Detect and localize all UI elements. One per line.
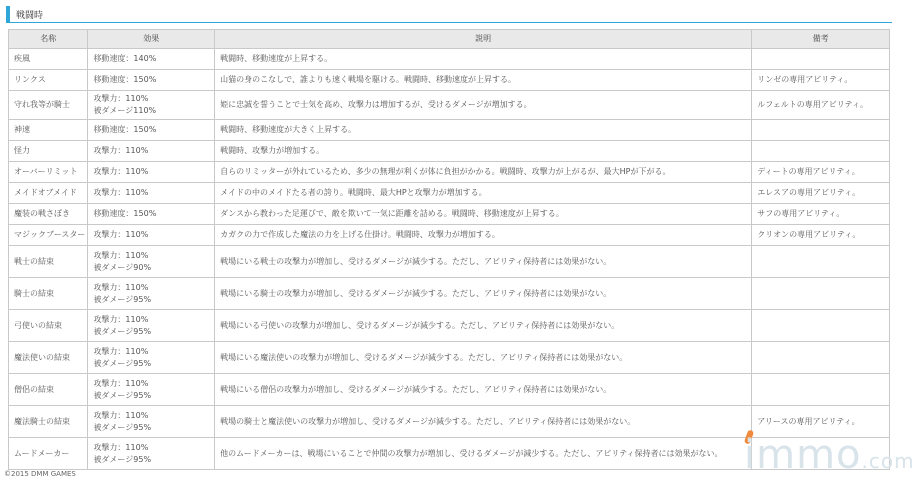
cell-name: 疾風 bbox=[9, 49, 88, 70]
table-row bbox=[9, 225, 890, 246]
effect-line: 移動速度：150% bbox=[93, 125, 157, 134]
table-row bbox=[9, 246, 890, 278]
cell-description: メイドの中のメイドたる者の誇り。戦闘時、最大HPと攻撃力が増加する。 bbox=[215, 183, 752, 204]
table-row bbox=[9, 183, 890, 204]
cell-effect bbox=[88, 438, 215, 470]
cell-name: 魔法使いの結束 bbox=[9, 342, 88, 374]
table-row bbox=[9, 342, 890, 374]
cell-description: 戦場の騎士と魔法使いの攻撃力が増加し、受けるダメージが減少する。ただし、アビリティ保持者には効果がない。 bbox=[215, 406, 752, 438]
ability-table bbox=[8, 29, 890, 470]
cell-name: メイドオブメイド bbox=[9, 183, 88, 204]
cell-note: クリオンの専用アビリティ。 bbox=[752, 225, 890, 246]
table-row bbox=[9, 374, 890, 406]
cell-note bbox=[752, 374, 890, 406]
effect-line: 移動速度：150% bbox=[93, 209, 157, 218]
cell-description: 戦闘時、移動速度が大きく上昇する。 bbox=[215, 120, 752, 141]
cell-effect bbox=[88, 70, 215, 91]
table-row bbox=[9, 162, 890, 183]
effect-line: 被ダメージ95% bbox=[93, 326, 152, 336]
cell-effect bbox=[88, 342, 215, 374]
section-title: 戦闘時 bbox=[16, 11, 44, 21]
footer-copyright: ©2015 DMM GAMES bbox=[4, 470, 76, 478]
effect-line: 攻撃力：110% bbox=[93, 230, 149, 239]
effect-line: 移動速度：150% bbox=[93, 75, 157, 84]
cell-description: 他のムードメーカーは、戦場にいることで仲間の攻撃力が増加し、受けるダメージが減少する。ただし、アビリティ保持者には効果がない。 bbox=[215, 438, 752, 470]
table-row bbox=[9, 120, 890, 141]
cell-effect bbox=[88, 406, 215, 438]
cell-note bbox=[752, 246, 890, 278]
cell-description: 戦場にいる弓使いの攻撃力が増加し、受けるダメージが減少する。ただし、アビリティ保持者には効果がない。 bbox=[215, 310, 752, 342]
cell-effect bbox=[88, 162, 215, 183]
table-row bbox=[9, 49, 890, 70]
cell-name: 戦士の結束 bbox=[9, 246, 88, 278]
cell-description: ダンスから教わった足運びで、敵を欺いて一気に距離を詰める。戦闘時、移動速度が上昇する。 bbox=[215, 204, 752, 225]
table-row bbox=[9, 141, 890, 162]
effect-line: 被ダメージ95% bbox=[93, 390, 152, 400]
effect-line: 被ダメージ95% bbox=[93, 294, 152, 304]
effect-line: 攻撃力：110% bbox=[93, 378, 149, 388]
effect-line: 被ダメージ95% bbox=[93, 422, 152, 432]
cell-description: 戦場にいる僧侶の攻撃力が増加し、受けるダメージが減少する。ただし、アビリティ保持者には効果がない。 bbox=[215, 374, 752, 406]
cell-description: 自らのリミッターが外れているため、多少の無理が利くが体に負担がかかる。戦闘時、攻撃力が上がるが、最大HPが下がる。 bbox=[215, 162, 752, 183]
cell-name: オーバーリミット bbox=[9, 162, 88, 183]
effect-line: 被ダメージ110% bbox=[93, 106, 157, 115]
cell-name: 守れ我等が騎士 bbox=[9, 91, 88, 120]
effect-line: 被ダメージ95% bbox=[93, 454, 152, 464]
cell-name: 魔法騎士の結束 bbox=[9, 406, 88, 438]
effect-line: 攻撃力：110% bbox=[93, 314, 149, 324]
table-row bbox=[9, 278, 890, 310]
cell-note bbox=[752, 310, 890, 342]
cell-name: 騎士の結束 bbox=[9, 278, 88, 310]
column-header-description: 説明 bbox=[215, 30, 752, 49]
cell-note: サフの専用アビリティ。 bbox=[752, 204, 890, 225]
cell-name: 僧侶の結束 bbox=[9, 374, 88, 406]
cell-description: 姫に忠誠を誓うことで士気を高め、攻撃力は増加するが、受けるダメージが増加する。 bbox=[215, 91, 752, 120]
cell-name: マジックブースター bbox=[9, 225, 88, 246]
column-header-name: 名称 bbox=[9, 30, 88, 49]
cell-description: 戦場にいる魔法使いの攻撃力が増加し、受けるダメージが減少する。ただし、アビリティ保持者には効果がない。 bbox=[215, 342, 752, 374]
effect-line: 攻撃力：110% bbox=[93, 188, 149, 197]
cell-note: アリースの専用アビリティ。 bbox=[752, 406, 890, 438]
table-body bbox=[9, 49, 890, 470]
cell-note: エレスアの専用アビリティ。 bbox=[752, 183, 890, 204]
cell-note bbox=[752, 141, 890, 162]
effect-line: 攻撃力：110% bbox=[93, 346, 149, 356]
cell-effect bbox=[88, 183, 215, 204]
cell-note bbox=[752, 278, 890, 310]
table-header-row bbox=[9, 30, 890, 49]
effect-line: 攻撃力：110% bbox=[93, 410, 149, 420]
cell-effect bbox=[88, 141, 215, 162]
cell-effect bbox=[88, 246, 215, 278]
cell-note bbox=[752, 120, 890, 141]
cell-note: リンゼの専用アビリティ。 bbox=[752, 70, 890, 91]
cell-note bbox=[752, 342, 890, 374]
effect-line: 攻撃力：110% bbox=[93, 167, 149, 176]
cell-name: ムードメーカー bbox=[9, 438, 88, 470]
watermark-suffix: .com bbox=[861, 449, 915, 473]
cell-note: ルフェルトの専用アビリティ。 bbox=[752, 91, 890, 120]
cell-effect bbox=[88, 120, 215, 141]
cell-description: 戦場にいる戦士の攻撃力が増加し、受けるダメージが減少する。ただし、アビリティ保持者には効果がない。 bbox=[215, 246, 752, 278]
effect-line: 攻撃力：110% bbox=[93, 94, 149, 103]
cell-effect bbox=[88, 278, 215, 310]
watermark-logo bbox=[744, 432, 915, 478]
cell-name: 弓使いの結束 bbox=[9, 310, 88, 342]
effect-line: 攻撃力：110% bbox=[93, 442, 149, 452]
cell-effect bbox=[88, 91, 215, 120]
column-header-note: 備考 bbox=[752, 30, 890, 49]
cell-note bbox=[752, 49, 890, 70]
cell-name: 神速 bbox=[9, 120, 88, 141]
column-header-effect: 効果 bbox=[88, 30, 215, 49]
cell-description: カガクの力で作成した魔法の力を上げる仕掛け。戦闘時、攻撃力が増加する。 bbox=[215, 225, 752, 246]
effect-line: 攻撃力：110% bbox=[93, 146, 149, 155]
table-row bbox=[9, 91, 890, 120]
table-row bbox=[9, 310, 890, 342]
effect-line: 攻撃力：110% bbox=[93, 250, 149, 260]
cell-name: 怪力 bbox=[9, 141, 88, 162]
effect-line: 移動速度：140% bbox=[93, 54, 157, 63]
effect-line: 攻撃力：110% bbox=[93, 282, 149, 292]
cell-effect bbox=[88, 374, 215, 406]
table-row bbox=[9, 204, 890, 225]
watermark-text: immo bbox=[744, 432, 862, 478]
cell-name: 魔装の戦さぼき bbox=[9, 204, 88, 225]
cell-description: 戦闘時、攻撃力が増加する。 bbox=[215, 141, 752, 162]
cell-description: 戦闘時、移動速度が上昇する。 bbox=[215, 49, 752, 70]
cell-name: リンクス bbox=[9, 70, 88, 91]
table-row bbox=[9, 70, 890, 91]
cell-effect bbox=[88, 310, 215, 342]
cell-effect bbox=[88, 204, 215, 225]
effect-line: 被ダメージ90% bbox=[93, 262, 152, 272]
cell-effect bbox=[88, 49, 215, 70]
cell-note: ディートの専用アビリティ。 bbox=[752, 162, 890, 183]
cell-effect bbox=[88, 225, 215, 246]
cell-description: 山猫の身のこなしで、誰よりも速く戦場を駆ける。戦闘時、移動速度が上昇する。 bbox=[215, 70, 752, 91]
cell-description: 戦場にいる騎士の攻撃力が増加し、受けるダメージが減少する。ただし、アビリティ保持者には効果がない。 bbox=[215, 278, 752, 310]
section-header bbox=[6, 6, 892, 23]
effect-line: 被ダメージ95% bbox=[93, 358, 152, 368]
